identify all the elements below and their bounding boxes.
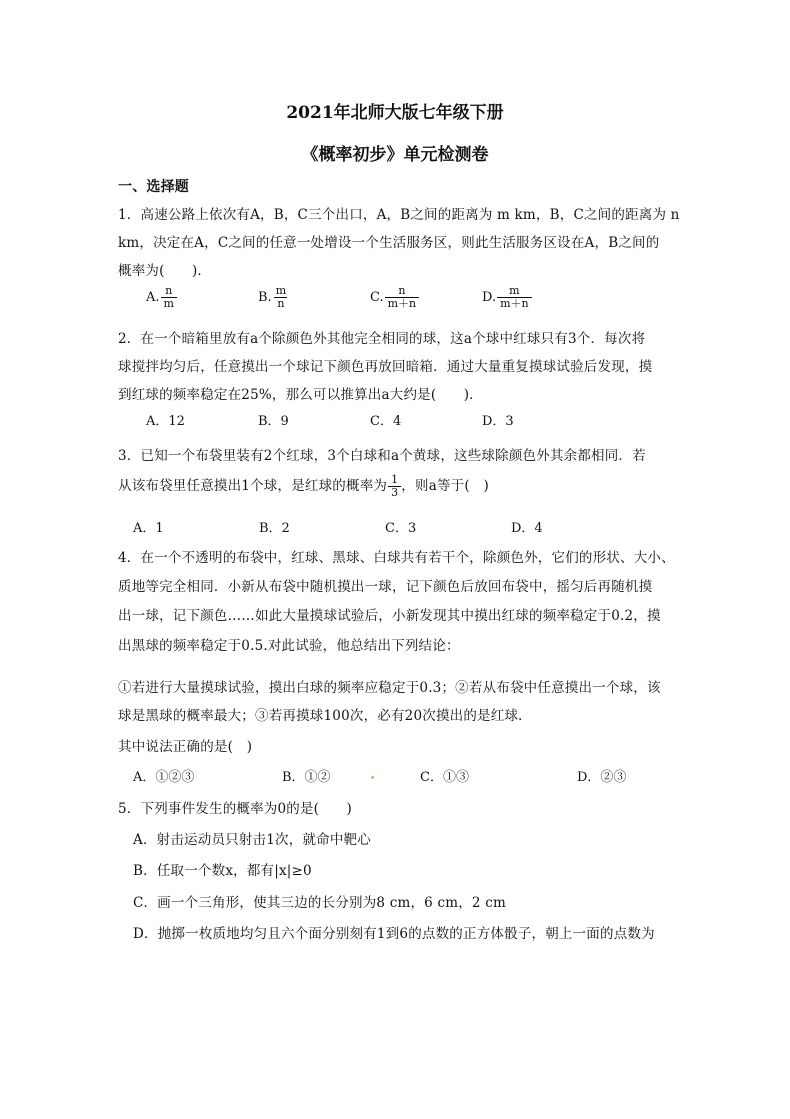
- q3-line-1: 3．已知一个布袋里装有2个红球，3个白球和a个黄球，这些球除颜色外其余都相同．若: [118, 448, 646, 464]
- q1-option-d: D. $\frac{m}{m+n}$: [482, 285, 532, 310]
- q4-line-1: 4．在一个不透明的布袋中，红球、黑球、白球共有若干个，除颜色外，它们的形状、大小、: [118, 550, 675, 566]
- q2-option-a: A．12: [146, 414, 185, 429]
- q4-line-4: 出黑球的频率稳定于0.5.对此试验，他总结出下列结论：: [118, 638, 460, 654]
- q3-option-c: C．3: [385, 521, 417, 536]
- q5-option-a: A．射击运动员只射击1次，就命中靶心: [133, 832, 371, 848]
- q2-option-b: B．9: [258, 414, 289, 429]
- q3-option-b: B．2: [259, 521, 290, 536]
- q2-line-2: 球搅拌均匀后，任意摸出一个球记下颜色再放回暗箱．通过大量重复摸球试验后发现，摸: [118, 359, 653, 375]
- q3-option-d: D．4: [511, 521, 543, 536]
- q1-option-c: C. $\frac{n}{m+n}$: [370, 285, 419, 310]
- q5-line-1: 5．下列事件发生的概率为0的是( ): [118, 801, 353, 817]
- q4-option-b: B．①②: [282, 770, 331, 785]
- q4-option-a: A．①②③: [133, 770, 195, 785]
- q2-line-1: 2．在一个暗箱里放有a个除颜色外其他完全相同的球，这a个球中红球只有3个．每次将: [118, 331, 646, 347]
- q4-option-c: C．①③: [420, 770, 469, 785]
- q4-line-3: 出一球，记下颜色……如此大量摸球试验后，小新发现其中摸出红球的频率稳定于0.2，摸: [118, 608, 661, 624]
- q5-option-c: C．画一个三角形，使其三边的长分别为8 cm，6 cm，2 cm: [133, 895, 506, 911]
- q1-line-3: 概率为( )．: [118, 263, 212, 279]
- q1-option-a: A. $\frac{n}{m}$: [146, 285, 177, 310]
- q1-option-b: B. $\frac{m}{n}$: [258, 284, 287, 310]
- q4-option-d: D．②③: [577, 770, 627, 785]
- doc-subtitle: 《概率初步》单元检测卷: [301, 145, 489, 165]
- q5-option-b: B．任取一个数x，都有|x|≥0: [133, 863, 312, 879]
- speck-mark: [371, 776, 374, 779]
- q3-line-2: 从该布袋里任意摸出1个球，是红球的概率为 $\frac{1}{3}$ ，则a等于( ): [118, 473, 489, 499]
- q4-line-7: 其中说法正确的是( ): [118, 739, 253, 755]
- q1-line-2: km，决定在A，C之间的任意一处增设一个生活服务区，则此生活服务区设在A，B之间的: [118, 235, 660, 251]
- section-heading: 一、选择题: [118, 179, 189, 195]
- doc-title: 2021年北师大版七年级下册: [286, 103, 504, 123]
- q2-option-d: D．3: [482, 414, 514, 429]
- q2-option-c: C．4: [370, 414, 402, 429]
- q3-option-a: A．1: [133, 521, 164, 536]
- q1-line-1: 1．高速公路上依次有A，B，C三个出口，A，B之间的距离为 m km，B，C之间的距离为 n: [118, 207, 680, 223]
- q2-line-3: 到红球的频率稳定在25%，那么可以推算出a大约是( )．: [118, 387, 483, 403]
- q4-line-5: ①若进行大量摸球试验，摸出白球的频率应稳定于0.3；②若从布袋中任意摸出一个球，该: [118, 680, 661, 696]
- q4-line-2: 质地等完全相同．小新从布袋中随机摸出一球，记下颜色后放回布袋中，摇匀后再随机摸: [118, 579, 653, 595]
- q5-option-d: D．抛掷一枚质地均匀且六个面分别刻有1到6的点数的正方体骰子，朝上一面的点数为: [133, 926, 655, 942]
- q4-line-6: 球是黑球的概率最大；③若再摸球100次，必有20次摸出的是红球．: [118, 708, 532, 724]
